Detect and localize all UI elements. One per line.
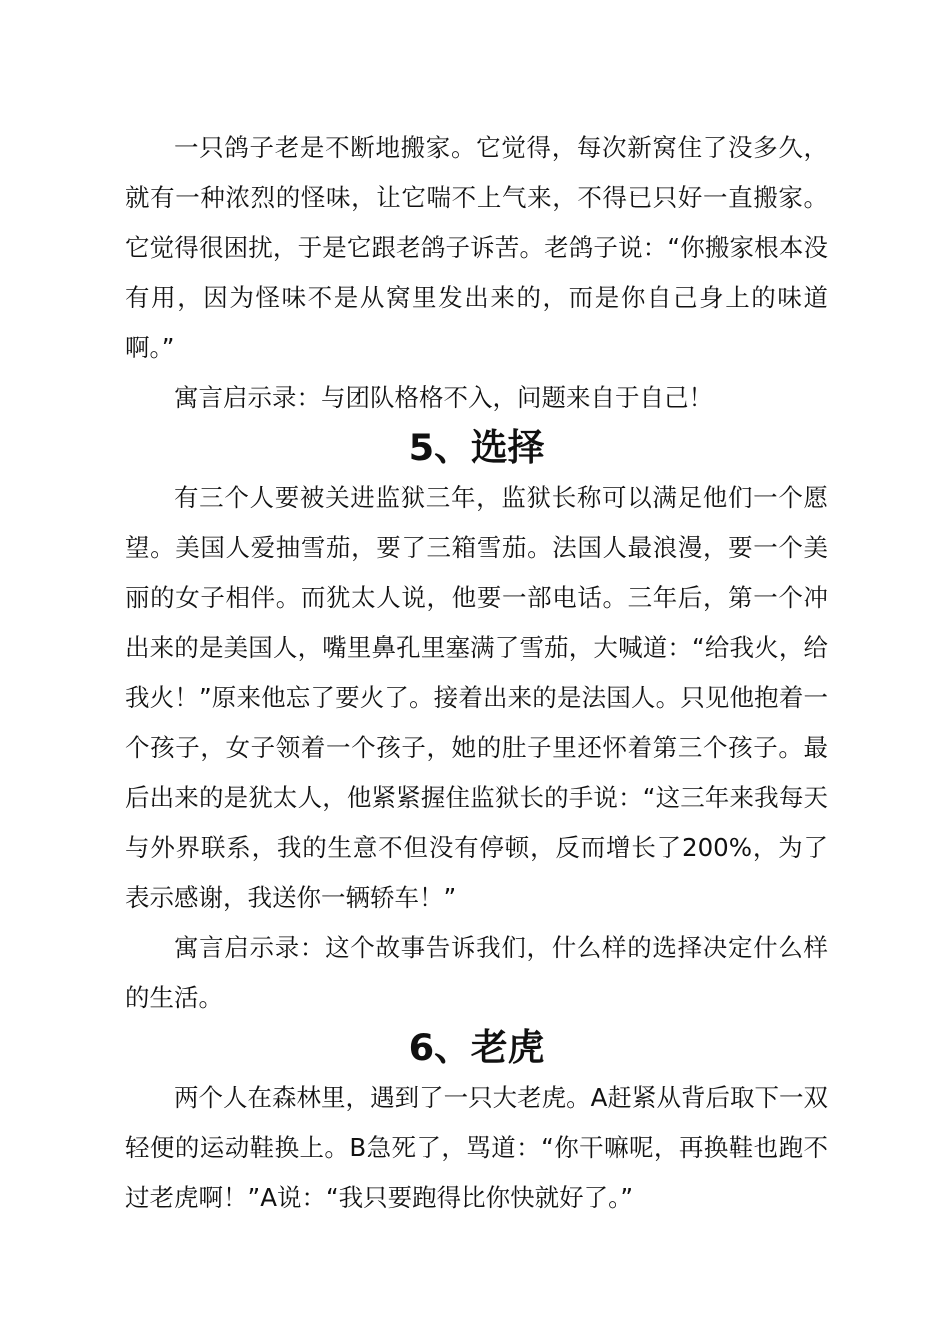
story-tiger-paragraph: 两个人在森林里，遇到了一只大老虎。A赶紧从背后取下一双轻便的运动鞋换上。B急死了，骂道：“你干嘛呢，再换鞋也跑不过老虎啊！”A说：“我只要跑得比你快就好了。” — [125, 1083, 828, 1212]
story-pigeon-paragraph: 一只鸽子老是不断地搬家。它觉得，每次新窝住了没多久，就有一种浓烈的怪味，让它喘不上气来，不得已只好一直搬家。它觉得很困扰，于是它跟老鸽子诉苦。老鸽子说：“你搬家根本没有用，因为怪味不是从窝里发出来的，而是你自己身上的味道啊。” — [125, 133, 828, 362]
moral-pigeon-paragraph: 寓言启示录：与团队格格不入，问题来自于自己！ — [174, 383, 713, 412]
moral-choice-paragraph: 寓言启示录：这个故事告诉我们，什么样的选择决定什么样的生活。 — [125, 933, 828, 1012]
document-page — [125, 123, 828, 1223]
story-choice-paragraph: 有三个人要被关进监狱三年，监狱长称可以满足他们一个愿望。美国人爱抽雪茄，要了三箱雪茄。法国人最浪漫，要一个美丽的女子相伴。而犹太人说，他要一部电话。三年后，第一个冲出来的是美国人，嘴里鼻孔里塞满了雪茄，大喊道：“给我火，给我火！”原来他忘了要火了。接着出来的是法国人。只见他抱着一个孩子，女子领着一个孩子，她的肚子里还怀着第三个孩子。最后出来的是犹太人，他紧紧握住监狱长的手说：“这三年来我每天与外界联系，我的生意不但没有停顿，反而增长了200%，为了表示感谢，我送你一辆轿车！” — [125, 483, 828, 912]
section-heading-choice: 5、选择 — [408, 426, 545, 469]
section-heading-tiger: 6、老虎 — [408, 1026, 545, 1069]
